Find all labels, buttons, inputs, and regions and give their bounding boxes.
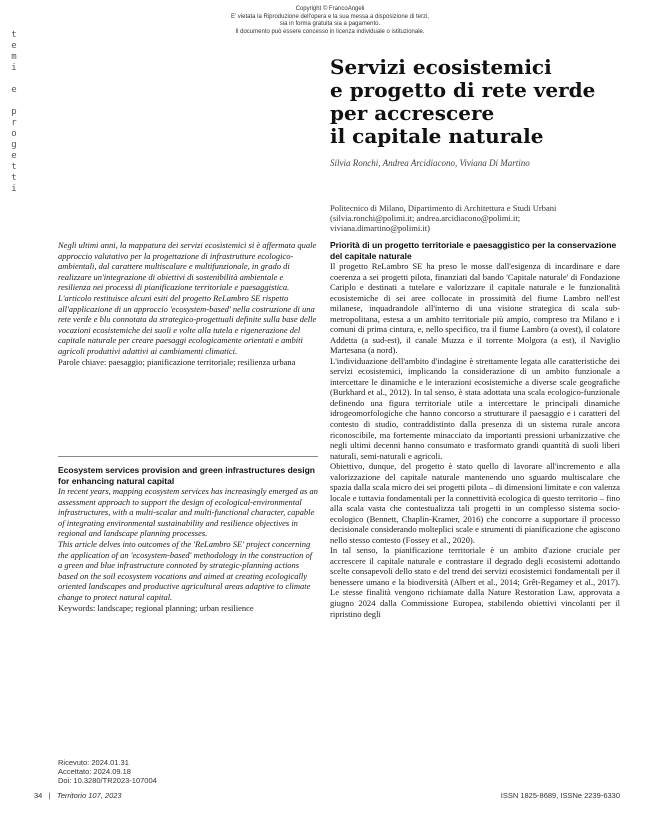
section-side-label (4, 30, 24, 195)
section-heading: Priorità di un progetto territoriale e paesaggistico per la conservazione del capitale naturale (330, 240, 617, 261)
title-line: il capitale naturale (330, 124, 544, 148)
accepted-date: Accettato: 2024.09.18 (58, 767, 131, 776)
keywords: Keywords: landscape; regional planning; urban resilience (58, 602, 254, 613)
abstract-paragraph: L'articolo restituisce alcuni esiti del progetto ReLambro SE rispetto all'applicazione di un approccio 'ecosystem-based' nella costruzione di una rete verde e blu connotata da strategico-progettuali definite sulla base delle vocazioni ecosistemiche dei suoli e volte alla tutela e rigenerazione del capitale naturale per creare paesaggi ecologicamente orientati e ambiti agricoli produttivi adattivi ai cambiamenti climatici. (58, 292, 317, 356)
journal-name: Territorio 107, 2023 (56, 791, 122, 800)
keywords: Parole chiave: paesaggio; pianificazione territoriale; resilienza urbana (58, 356, 296, 367)
body-paragraph: L'individuazione dell'ambito d'indagine è strettamente legata alle caratteristiche dei servizi ecosistemici, implicando la considerazione di un ambito funzionale a intercettare le dinamiche e le interazioni ecosistemiche a diverse scale geografiche (Burkhard et al., 2012). In tal senso, è stata adottata una scala ecologico-funzionale definendo una figura territoriale utile a intercettare le principali dinamiche idrogeomorfologiche che hanno concorso a strutturare il paesaggio e i caratteri del contesto di studio, contraddistinto dalla presenza di un sistema rurale ancora riconoscibile, ma fortemente minacciato da importanti pressioni urbanizzative che negli ultimi decenni hanno consumato e trasformato grandi quantità di suoli liberi naturali, semi-naturali e agricoli. (330, 355, 620, 461)
side-label-char: e (11, 151, 17, 161)
abstract-paragraph: Negli ultimi anni, la mappatura dei servizi ecosistemici si è affermata quale approccio valutativo per la progettazione di infrastrutture ecologico-ambientali, dal carattere multiscalare e multifunzionale, in grado di realizzare un'integrazione di obiettivi di sostenibilità ambientale e resilienza nei processi di pianificazione territoriale e paesaggistica. (58, 240, 317, 293)
side-label-char: i (11, 184, 17, 194)
title-line: Servizi ecosistemici (330, 55, 552, 79)
side-label-char: p (11, 107, 17, 117)
body-paragraph: In tal senso, la pianificazione territoriale è un ambito d'azione cruciale per accrescere il capitale naturale e contrastare il degrado degli ecosistemi adottando scelte consapevoli dello stato e del trend dei servizi ecosistemici fondamentali per il benessere umano e la biodiversità (Albert et al., 2014; Grêt-Regamey et al., 2017). Le stesse finalità vengono richiamate dalla Nature Restoration Law, approvata a giugno 2024 dalla Commissione Europea, stabilendo obiettivi vincolanti per il ripristino degli (330, 545, 620, 619)
copyright-notice (150, 6, 510, 36)
side-label-char: i (11, 63, 17, 73)
side-label-char: g (11, 140, 17, 150)
side-label-char (4, 74, 24, 85)
body-paragraph: Il progetto ReLambro SE ha preso le mosse dall'esigenza di incardinare e dare coerenza a sei progetti pilota, finanziati dal bando 'Capitale naturale' di Fondazione Cariplo e destinati a tutelare e valorizzare il capitale naturale e le funzionalità ecosistemiche di sei aree collocate in prossimità del fiume Lambro nell'est milanese, inquadrandole all'interno di una visione strategica di scala sub-metropolitana, estesa a un ambito territoriale più ampio, compreso tra Milano e i comuni di prima cintura, e, nello specifico, tra il fiume Lambro (a ovest), il colatore Addetta (a sud-est), il canale Muzza e il torrente Molgora (a est), il Naviglio Martesana (a nord). (330, 261, 620, 356)
body-paragraph: Obiettivo, dunque, del progetto è stato quello di lavorare all'incremento e alla valorizzazione del capitale naturale mantenendo uno sguardo multiscalare che spazia dalla scala micro dei sei progetti pilota – di dimensioni limitate e con valenza locale e tuttavia fondamentali per la connettività ecologica di questo territorio – fino alla scala vasta che contestualizza tali progetti in un complesso sistema socio-ecologico (Bennett, Chaplin-Kramer, 2016) che concorre a supportare il processo decisionale considerando molteplici scale e strumenti di pianificazione che agiscono nello stesso contesto (Fossey et al., 2020). (330, 461, 620, 545)
copyright-line: sia in forma gratuita sia a pagamento. (279, 21, 381, 28)
article-dates (58, 758, 318, 785)
received-date: Ricevuto: 2024.01.31 (58, 758, 129, 767)
side-label-char: e (11, 85, 17, 95)
affiliation (330, 203, 630, 233)
side-label-char: o (11, 129, 17, 139)
authors: Silvia Ronchi, Andrea Arcidiacono, Viviana Di Martino (330, 158, 530, 168)
body-text (330, 240, 620, 619)
side-label-char: t (11, 173, 17, 183)
copyright-line: Il documento può essere concesso in licenza individuale o istituzionale. (235, 28, 425, 35)
affiliation-line: viviana.dimartino@polimi.it) (330, 223, 430, 233)
article-title (330, 56, 630, 148)
title-line: per accrescere (330, 101, 495, 125)
page-number: 34 (34, 791, 43, 800)
footer-separator: | (44, 791, 55, 800)
side-label-char: m (11, 52, 17, 62)
doi: Doi: 10.3280/TR2023-107004 (58, 776, 157, 785)
side-label-char: t (11, 162, 17, 172)
footer-left (34, 791, 122, 800)
abstract-heading: Ecosystem services provision and green infrastructures design for enhancing natural capital (58, 465, 315, 486)
side-label-char (4, 96, 24, 107)
abstract-paragraph: In recent years, mapping ecosystem services has increasingly emerged as an assessment approach to support the design of ecological-environmental infrastructures, with a multi-scalar and multi-functional character, capable of integrating environmental sustainability and resilience objectives in regional and landscape planning processes. (58, 486, 318, 539)
divider (58, 456, 318, 457)
affiliation-line: Politecnico di Milano, Dipartimento di Architettura e Studi Urbani (330, 203, 557, 213)
abstract-paragraph: This article delves into outcomes of the 'ReLambro SE' project concerning the application of an 'ecosystem-based' methodology in the construction of a green and blue infrastructure connoted by strategic-planning actions based on the soil ecosystem vocations and aimed at creating ecologically oriented landscapes and productive agricultural areas adaptive to climate change to protect natural capital. (58, 538, 313, 602)
copyright-line: Copyright © FrancoAngeli (295, 6, 365, 12)
side-label-char: e (11, 41, 17, 51)
issn: ISSN 1825-8689, ISSNe 2239-6330 (500, 791, 620, 800)
affiliation-line: (silvia.ronchi@polimi.it; andrea.arcidiacono@polimi.it; (330, 213, 521, 223)
side-label-char: r (11, 118, 17, 128)
abstract-english (58, 465, 318, 613)
abstract-italian (58, 240, 318, 367)
copyright-line: E' vietata la Riproduzione dell'opera e la sua messa a disposizione di terzi, (230, 13, 430, 20)
side-label-char: t (11, 30, 17, 40)
title-line: e progetto di rete verde (330, 78, 596, 102)
